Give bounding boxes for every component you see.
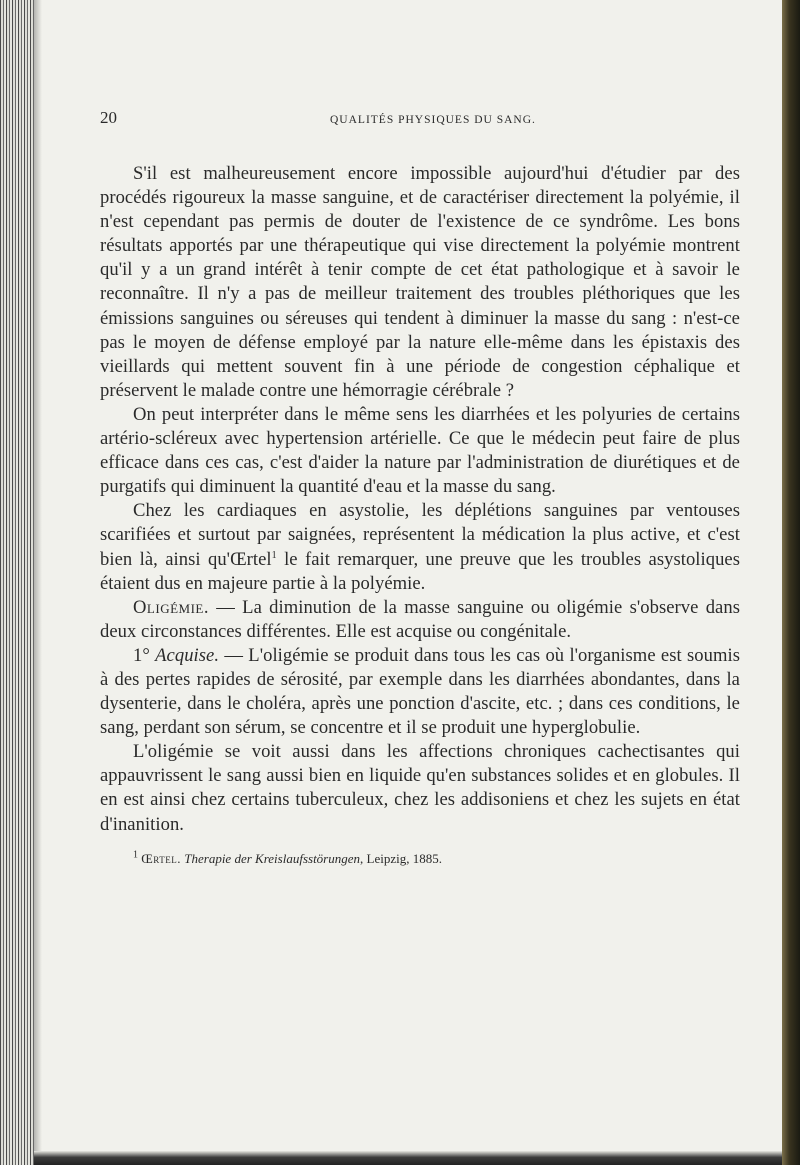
body-text [100,162,740,837]
page-bottom-edge [34,1151,782,1165]
paragraph-cardiaques-text: Chez les cardiaques en asystolie, les déplétions sanguines par ventouses scarifiées et surtout par saignées, représentent la médication la plus active, et c'est bien là, ainsi qu'Œrtel [100,500,740,570]
paragraph-oligemie [100,596,740,644]
paragraph-cachectisantes: L'oligémie se voit aussi dans les affections chroniques cachectisantes qui appauvrissent le sang aussi bien en liquide qu'en substances solides et en globules. Il en est ainsi chez certains tuberculeux, chez les addisoniens et chez les sujets en état d'inanition. [100,741,740,835]
footnote [100,851,740,867]
section-heading-oligemie: Oligémie. [133,596,210,618]
list-number: 1° [133,644,156,666]
book-page [100,108,740,867]
subheading-acquise: Acquise. [155,644,220,666]
footnote-title: Therapie der Kreislaufsstörungen [184,850,361,866]
paragraph-cardiaques [100,499,740,595]
paragraph-cardiaques-text-end: le fait remarquer, une preuve que les troubles asystoliques étaient dus en majeure partie à la polyémie. [100,548,741,594]
page-header [100,108,740,128]
footnote-marker: 1 [133,849,138,861]
footnote-reference: 1 [271,549,277,561]
book-binding [0,0,34,1165]
paragraph-oligemie-text: — La diminution de la masse sanguine ou oligémie s'observe dans deux circonstances différentes. Elle est acquise ou congénitale. [100,596,740,642]
paragraph-acquise [100,644,740,740]
paragraph-polyemie: S'il est malheureusement encore impossible aujourd'hui d'étudier par des procédés rigoureux la masse sanguine, et de caractériser directement la polyémie, il n'est cependant pas permis de douter de l'existence de ce syndrôme. Les bons résultats apportés par une thérapeutique qui vise directement la polyémie montrent qu'il y a un grand intérêt à tenir compte de cet état pathologique et à savoir le reconnaître. Il n'y a pas de meilleur traitement des troubles pléthoriques que les émissions sanguines ou séreuses qui tendent à diminuer la masse du sang : n'est-ce pas le moyen de défense employé par la nature elle-même dans les épistaxis des vieillards qui mettent souvent fin à une période de congestion céphalique et préservent le malade contre une hémorragie cérébrale ? [100,163,740,401]
running-head: QUALITÉS PHYSIQUES DU SANG. [330,114,536,126]
page-edge [782,0,800,1165]
page-number: 20 [100,108,117,127]
footnote-publication: , Leipzig, 1885. [360,850,442,866]
paragraph-diarrhees: On peut interpréter dans le même sens les diarrhées et les polyuries de certains artério-scléreux avec hypertension artérielle. Ce que le médecin peut faire de plus efficace dans ces cas, c'est d'aider la nature par l'administration de diurétiques et de purgatifs qui diminuent la quantité d'eau et la masse du sang. [100,403,740,498]
paragraph-acquise-text: — L'oligémie se produit dans tous les cas où l'organisme est soumis à des pertes rapides de sérosité, par exemple dans les diarrhées abondantes, dans la dysenterie, dans le choléra, après une ponction d'ascite, etc. ; dans ces conditions, le sang, perdant son sérum, se concentre et il se produit une hyperglobulie. [100,644,741,739]
footnote-author: Œrtel. [141,850,182,866]
